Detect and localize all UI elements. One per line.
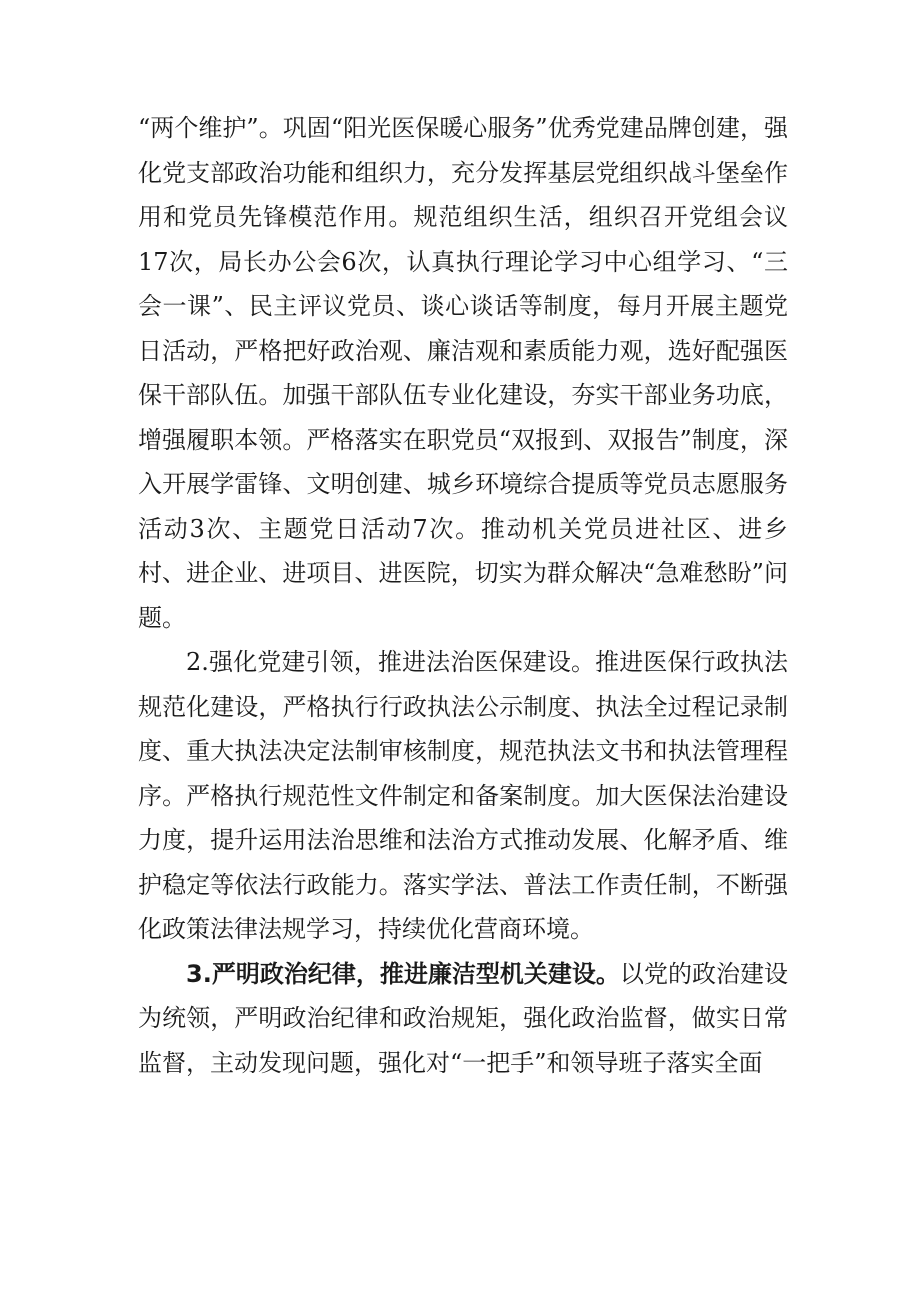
paragraph-body: 以党的政治建设为统领，严明政治纪律和政治规矩，强化政治监督，做实日常监督，主动发现问题，强化对“一把手”和领导班子落实全面	[138, 959, 788, 1077]
paragraph-party-building-continued: “两个维护”。巩固“阳光医保暖心服务”优秀党建品牌创建，强化党支部政治功能和组织力，充分发挥基层党组织战斗堡垒作用和党员先锋模范作用。规范组织生活，组织召开党组会议17次，局长办公会6次，认真执行理论学习中心组学习、“三会一课”、民主评议党员、谈心谈话等制度，每月开展主题党日活动，严格把好政治观、廉洁观和素质能力观，选好配强医保干部队伍。加强干部队伍专业化建设，夯实干部业务功底，增强履职本领。严格落实在职党员“双报到、双报告”制度，深入开展学雷锋、文明创建、城乡环境综合提质等党员志愿服务活动3次、主题党日活动7次。推动机关党员进社区、进乡村、进企业、进项目、进医院，切实为群众解决“急难愁盼”问题。	[138, 114, 788, 632]
paragraph-political-discipline	[138, 952, 788, 1086]
paragraph-heading: 3.严明政治纪律，推进廉洁型机关建设。	[186, 959, 620, 988]
document-page	[138, 106, 788, 1085]
paragraph-rule-of-law: 2.强化党建引领，推进法治医保建设。推进医保行政执法规范化建设，严格执行行政执法公示制度、执法全过程记录制度、重大执法决定法制审核制度，规范执法文书和执法管理程序。严格执行规范性文件制定和备案制度。加大医保法治建设力度，提升运用法治思维和法治方式推动发展、化解矛盾、维护稳定等依法行政能力。落实学法、普法工作责任制，不断强化政策法律法规学习，持续优化营商环境。	[138, 648, 788, 943]
